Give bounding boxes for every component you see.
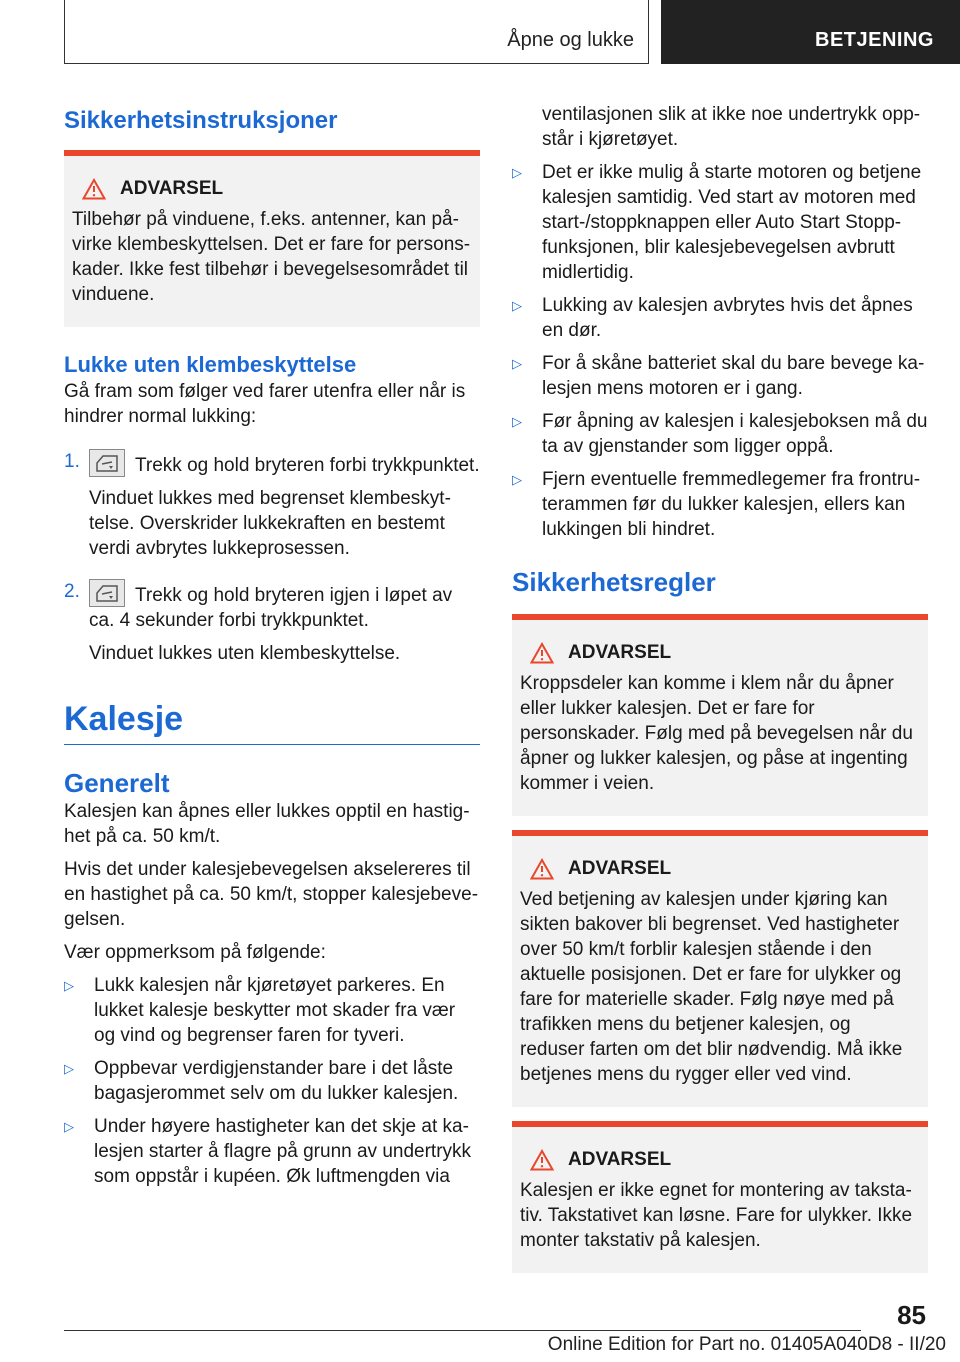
warning-box-roof-rack [512,1121,928,1273]
step-action: Trekk og hold bryteren forbi trykkpunktet. [135,455,480,476]
step-1 [64,449,480,561]
section-title: Åpne og lukke [507,29,634,51]
warning-text: Ved betjening av kalesjen under kjøring kan sikten bakover bli begrenset. Ved hastigheter over 50 km/t forblir kalesjen stående i den aktuelle posisjonen. Det er fare for ulykker og fare for materielle skader. Følg nøye med på trafikken mens du betjener kalesjen, og reduser farten om det blir nødvendig. Må ikke betjenes mens du rygger eller ved vind. [520,889,903,1085]
bullet-triangle-icon: ▷ [512,472,522,487]
step-2 [64,579,480,666]
list-item: ▷ Oppbevar verdigjenstander bare i det låste bagasjerommet selv om du lukker kalesjen. [64,1058,459,1104]
warning-triangle-icon [530,858,554,880]
bullet-triangle-icon: ▷ [64,1119,74,1134]
header-chapter-box [661,0,960,64]
warning-text: Kalesjen er ikke egnet for montering av takstativ. Takstativet kan løsne. Fare for ulykker. Ikke monter takstativ på kalesjen. [520,1180,913,1251]
heading-generelt: Generelt [64,768,170,798]
warning-box-accessories [64,150,480,327]
warning-title: ADVARSEL [120,178,224,199]
list-item: ▷ Under høyere hastigheter kan det skje at kalesjen starter å flagre på grunn av undertrykk som oppstår i kupéen. Øk luftmengden via [64,1116,472,1187]
right-column [512,102,928,1273]
window-switch-icon [89,579,125,607]
list-item: ▷ Før åpning av kalesjen i kalesjeboksen må du ta av gjenstander som ligger oppå. [512,411,928,457]
warning-box-driving [512,830,928,1107]
bullet-triangle-icon: ▷ [64,1061,74,1076]
continued-text: ventilasjonen slik at ikke noe undertrykk oppstår i kjøretøyet. [542,104,921,150]
footer-rule [64,1330,861,1331]
heading-kalesje: Kalesje [64,700,184,738]
warning-title: ADVARSEL [568,858,672,879]
step-number: 2. [64,581,80,602]
warning-box-pinch [512,614,928,816]
warning-triangle-icon [530,642,554,664]
warning-title: ADVARSEL [568,642,672,663]
chapter-title: BETJENING [815,29,934,51]
heading-close-without-protection: Lukke uten klembeskyttelse [64,352,357,377]
general-paragraph-1: Kalesjen kan åpnes eller lukkes opptil en hastighet på ca. 50 km/t. [64,801,470,847]
list-item: ▷ Lukk kalesjen når kjøretøyet parkeres. En lukket kalesje beskytter mot skader fra vær og vind og begrenser faren for tyveri. [64,975,456,1046]
footer-edition: Online Edition for Part no. 01405A040D8 - II/20 [547,1334,946,1355]
general-paragraph-3: Vær oppmerksom på følgende: [64,942,326,963]
step-action: Trekk og hold bryteren igjen i løpet av ca. 4 sekunder forbi trykkpunktet. [89,585,453,631]
list-item: ▷ Det er ikke mulig å starte motoren og betjene kalesjen samtidig. Ved start av motoren med start-/stoppknappen eller Auto Start Stopp-funksjonen, blir kalesjebevegelsen avbrutt midlertidig. [512,162,922,283]
bullet-triangle-icon: ▷ [512,356,522,371]
list-item: ▷ Lukking av kalesjen avbrytes hvis det åpnes en dør. [512,295,913,341]
page-number: 85 [897,1300,926,1330]
window-switch-icon [89,449,125,477]
warning-triangle-icon [82,178,106,200]
bullet-triangle-icon: ▷ [512,165,522,180]
bullet-triangle-icon: ▷ [64,978,74,993]
step-number: 1. [64,451,80,472]
list-item: ▷ For å skåne batteriet skal du bare bevege kalesjen mens motoren er i gang. [512,353,925,399]
warning-text: Tilbehør på vinduene, f.eks. antenner, kan påvirke klembeskyttelsen. Det er fare for personskader. Ikke fest tilbehør i bevegelsesområdet til vinduene. [72,209,471,305]
warning-text: Kroppsdeler kan komme i klem når du åpner eller lukker kalesjen. Det er fare for personskader. Følg med på bevegelsen når du åpner og lukker kalesjen, og påse at ingenting kommer i veien. [520,673,913,794]
step-result: Vinduet lukkes uten klembeskyttelse. [89,643,401,664]
left-column [64,96,480,1189]
step-result: Vinduet lukkes med begrenset klembeskyttelse. Overskrider lukkekraften en bestemt verdi avbrytes lukkeprosessen. [89,488,451,559]
bullet-triangle-icon: ▷ [512,298,522,313]
heading-rule [64,740,480,745]
general-paragraph-2: Hvis det under kalesjebevegelsen akselereres til en hastighet på ca. 50 km/t, stopper kalesjebevegelsen. [64,859,479,930]
warning-title: ADVARSEL [568,1149,672,1170]
warning-triangle-icon [530,1149,554,1171]
bullet-triangle-icon: ▷ [512,414,522,429]
heading-safety-rules: Sikkerhetsregler [512,567,716,597]
close-intro: Gå fram som følger ved farer utenfra eller når is hindrer normal lukking: [64,381,466,427]
header-section-box [64,0,649,64]
heading-safety-instructions: Sikkerhetsinstruksjoner [64,107,338,134]
list-item: ▷ Fjern eventuelle fremmedlegemer fra frontruterammen før du lukker kalesjen, ellers kan lukkingen bli hindret. [512,469,921,540]
